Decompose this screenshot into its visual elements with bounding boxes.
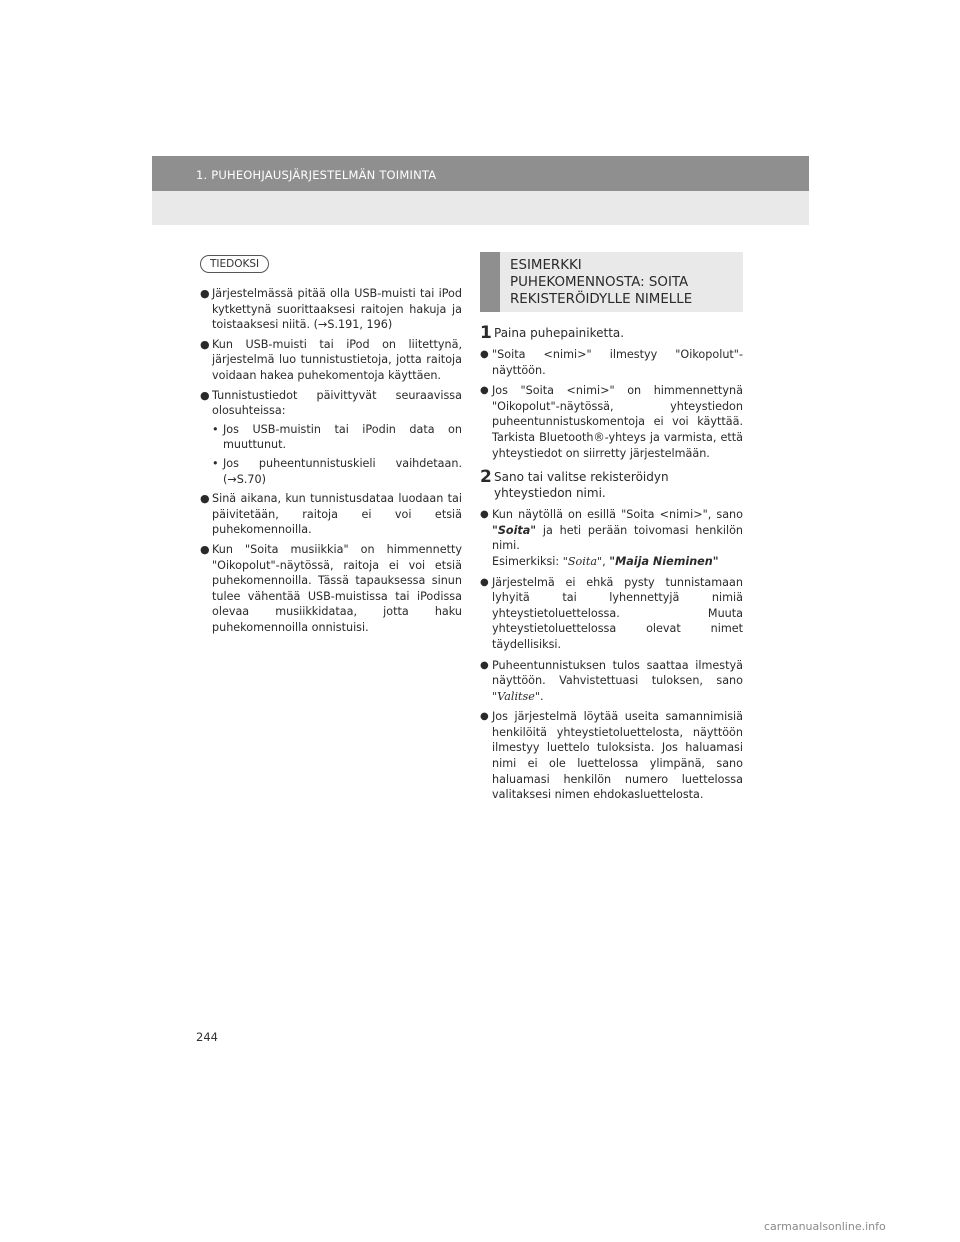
- step-1: [480, 325, 743, 341]
- small-dot-icon: •: [212, 456, 219, 470]
- voice-command: "Maija Nieminen": [609, 554, 719, 568]
- list-item: ● Jos järjestelmä löytää useita samannimisiä henkilöitä yhteystietoluettelosta, näyttöön ilmestyy luettelo tuloksista. Jos haluamasi nimi ei ole luettelossa ylimpänä, sano haluamasi henkilön numero luettelossa valitaksesi nimen ehdokasluettelosta.: [480, 710, 743, 802]
- page-number: 244: [196, 1030, 218, 1044]
- bullet-icon: ●: [480, 659, 489, 671]
- section-heading-box: [480, 252, 743, 312]
- list-item: ● Kun näytöllä on esillä "Soita <nimi>", sano "Soita" ja heti perään toivomasi henkilön nimi. Esimerkiksi: "Soita", "Maija Nieminen": [480, 508, 744, 568]
- bullet-icon: ●: [480, 509, 489, 521]
- bullet-icon: ●: [480, 576, 489, 588]
- list-item: ● Puheentunnistuksen tulos saattaa ilmestyä näyttöön. Vahvistettuasi tuloksen, sano "Valitse".: [480, 658, 743, 703]
- step-text: Paina puhepainiketta.: [494, 326, 625, 340]
- step-number: 2: [480, 467, 492, 488]
- note-item: ● Tunnistustiedot päivittyvät seuraavissa olosuhteissa: • Jos USB-muistin tai iPodin data on muuttunut. • Jos puheentunnistuskieli vaihdetaan. (→S.70): [200, 388, 462, 486]
- bullet-icon: ●: [200, 492, 210, 506]
- voice-command: "Soita": [492, 523, 537, 537]
- step-2: [480, 469, 743, 501]
- bullet-icon: ●: [480, 711, 489, 723]
- watermark: carmanualsonline.info: [764, 1220, 886, 1233]
- note-subitem: • Jos puheentunnistuskieli vaihdetaan. (→S.70): [212, 456, 462, 486]
- voice-command: "Soita": [562, 554, 603, 568]
- bullet-icon: ●: [200, 337, 210, 351]
- note-label: TIEDOKSI: [200, 255, 269, 273]
- bullet-icon: ●: [200, 542, 210, 556]
- header-subbar: [152, 191, 809, 225]
- section-heading-bar: [480, 252, 500, 312]
- note-subitem: • Jos USB-muistin tai iPodin data on muuttunut.: [212, 422, 462, 452]
- list-item: ● "Soita <nimi>" ilmestyy "Oikopolut"-näyttöön.: [480, 348, 743, 377]
- note-column: [200, 252, 462, 639]
- note-item: ● Järjestelmässä pitää olla USB-muisti tai iPod kytkettynä suorittaaksesi raitojen hakuja ja toistaaksesi niitä. (→S.191, 196): [200, 287, 462, 332]
- step-number: 1: [480, 323, 492, 343]
- list-item: ● Jos "Soita <nimi>" on himmennettynä "Oikopolut"-näytössä, yhteystiedon puheentunnistuskomentoja ei voi käyttää. Tarkista Bluetooth®-yhteys ja varmista, että yhteystiedot on siirretty järjestelmään.: [480, 384, 743, 460]
- page-section-title: 1. PUHEOHJAUSJÄRJESTELMÄN TOIMINTA: [196, 168, 437, 182]
- example-column: [480, 252, 743, 808]
- bullet-icon: ●: [480, 349, 489, 360]
- voice-command: "Valitse": [492, 689, 541, 703]
- bullet-icon: ●: [200, 287, 210, 300]
- small-dot-icon: •: [212, 422, 219, 436]
- step-text: Sano tai valitse rekisteröidyn yhteystiedon nimi.: [494, 470, 669, 501]
- note-item: ● Sinä aikana, kun tunnistusdataa luodaan tai päivitetään, raitoja ei voi etsiä puhekomennoilla.: [200, 492, 462, 537]
- note-item: ● Kun "Soita musiikkia" on himmennetty "Oikopolut"-näytössä, raitoja ei voi etsiä puhekomennoilla. Tässä tapauksessa sinun tulee vähentää USB-muistissa tai iPodissa olevaa musiikkidataa, jotta haku puhekomennoilla onnistuisi.: [200, 542, 462, 634]
- bullet-icon: ●: [200, 388, 210, 402]
- list-item: ● Järjestelmä ei ehkä pysty tunnistamaan lyhyitä tai lyhennettyjä nimiä yhteystietoluettelossa. Muuta yhteystietoluettelossa olevat nimet täydellisiksi.: [480, 575, 743, 651]
- section-heading: ESIMERKKI PUHEKOMENNOSTA: SOITA REKISTERÖIDYLLE NIMELLE: [510, 258, 693, 307]
- bullet-icon: ●: [480, 385, 489, 397]
- note-item: ● Kun USB-muisti tai iPod on liitettynä, järjestelmä luo tunnistustietoja, jotta raitoja voidaan hakea puhekomentoja käyttäen.: [200, 337, 462, 382]
